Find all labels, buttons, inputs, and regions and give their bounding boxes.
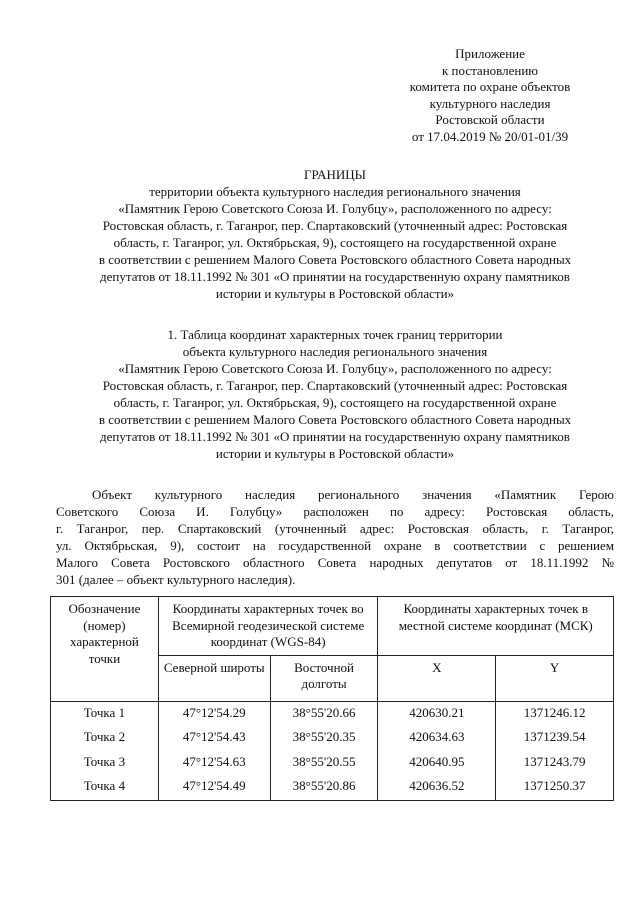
table-row bbox=[51, 726, 614, 751]
title-line: Ростовская область, г. Таганрог, пер. Спартаковский (уточненный адрес: Ростовская bbox=[102, 218, 568, 233]
document-title bbox=[56, 166, 614, 302]
appendix-line: от 17.04.2019 № 20/01-01/39 bbox=[411, 128, 569, 144]
appendix-line: Ростовской области bbox=[435, 112, 545, 127]
table-caption-line: Ростовская область, г. Таганрог, пер. Спартаковский (уточненный адрес: Ростовская bbox=[102, 378, 568, 393]
table-caption-line: 1. Таблица координат характерных точек границ территории bbox=[167, 327, 503, 342]
paragraph-line: ул. Октябрьская, 9), состоит на государственной охране в соответствии с решением bbox=[56, 538, 614, 553]
cell-y: 1371243.79 bbox=[496, 751, 614, 776]
paragraph-line: Малого Совета Ростовского областного Совета народных депутатов от 18.11.1992 № bbox=[56, 555, 614, 570]
cell-lat: 47°12'54.43 bbox=[158, 726, 270, 751]
title-line: истории и культуры в Ростовской области» bbox=[215, 286, 455, 301]
cell-y: 1371239.54 bbox=[496, 726, 614, 751]
cell-point: Точка 1 bbox=[51, 701, 159, 726]
appendix-line: комитета по охране объектов bbox=[409, 79, 571, 94]
cell-lat: 47°12'54.29 bbox=[158, 701, 270, 726]
body-paragraph bbox=[56, 486, 614, 588]
header-wgs: Координаты характерных точек во Всемирной геодезической системе координат (WGS-84) bbox=[158, 597, 378, 656]
coordinates-table bbox=[50, 596, 614, 801]
cell-lon: 38°55'20.86 bbox=[270, 775, 378, 800]
cell-lat: 47°12'54.49 bbox=[158, 775, 270, 800]
table-caption bbox=[56, 326, 614, 462]
table-caption-line: «Памятник Герою Советского Союза И. Голубцу», расположенного по адресу: bbox=[118, 361, 552, 376]
appendix-header bbox=[370, 46, 610, 145]
title-line: в соответствии с решением Малого Совета Ростовского областного Совета народных bbox=[98, 252, 572, 267]
appendix-line: культурного наследия bbox=[429, 95, 551, 111]
table-row bbox=[51, 751, 614, 776]
table-caption-line: область, г. Таганрог, ул. Октябрьская, 9), состоящего на государственной охране bbox=[113, 395, 557, 410]
table-caption-line: объекта культурного наследия регионального значения bbox=[182, 344, 488, 359]
cell-x: 420636.52 bbox=[378, 775, 496, 800]
cell-point: Точка 3 bbox=[51, 751, 159, 776]
cell-y: 1371246.12 bbox=[496, 701, 614, 726]
title-line: «Памятник Герою Советского Союза И. Голубцу», расположенного по адресу: bbox=[118, 201, 552, 216]
table-caption-line: в соответствии с решением Малого Совета Ростовского областного Совета народных bbox=[98, 412, 572, 427]
subheader-lat: Северной широты bbox=[158, 655, 270, 701]
appendix-line: к постановлению bbox=[441, 62, 539, 78]
header-msk: Координаты характерных точек в местной системе координат (МСК) bbox=[378, 597, 614, 656]
cell-x: 420630.21 bbox=[378, 701, 496, 726]
header-designation: Обозначение (номер) характерной точки bbox=[51, 597, 159, 702]
table-row bbox=[51, 701, 614, 726]
cell-x: 420640.95 bbox=[378, 751, 496, 776]
subheader-y: Y bbox=[496, 655, 614, 701]
title-line: область, г. Таганрог, ул. Октябрьская, 9), состоящего на государственной охране bbox=[113, 235, 557, 250]
table-caption-line: депутатов от 18.11.1992 № 301 «О принятии на государственную охрану памятников bbox=[100, 429, 570, 444]
title-heading: ГРАНИЦЫ bbox=[304, 167, 366, 182]
table-caption-line: истории и культуры в Ростовской области» bbox=[215, 446, 455, 461]
table-row bbox=[51, 775, 614, 800]
cell-point: Точка 2 bbox=[51, 726, 159, 751]
cell-lon: 38°55'20.55 bbox=[270, 751, 378, 776]
paragraph-line: 301 (далее – объект культурного наследия). bbox=[56, 572, 296, 587]
title-line: депутатов от 18.11.1992 № 301 «О принятии на государственную охрану памятников bbox=[100, 269, 570, 284]
cell-y: 1371250.37 bbox=[496, 775, 614, 800]
cell-point: Точка 4 bbox=[51, 775, 159, 800]
paragraph-line: Советского Союза И. Голубцу» расположен по адресу: Ростовская область, bbox=[56, 504, 614, 519]
cell-lat: 47°12'54.63 bbox=[158, 751, 270, 776]
title-line: территории объекта культурного наследия регионального значения bbox=[149, 184, 521, 199]
subheader-lon: Восточной долготы bbox=[270, 655, 378, 701]
appendix-line: Приложение bbox=[455, 46, 525, 61]
cell-x: 420634.63 bbox=[378, 726, 496, 751]
paragraph-line: г. Таганрог, пер. Спартаковский (уточненный адрес: Ростовская область, г. Таганрог, bbox=[56, 521, 614, 536]
cell-lon: 38°55'20.66 bbox=[270, 701, 378, 726]
subheader-x: X bbox=[378, 655, 496, 701]
cell-lon: 38°55'20.35 bbox=[270, 726, 378, 751]
table-header-row bbox=[51, 597, 614, 656]
paragraph-line: Объект культурного наследия регионального значения «Памятник Герою bbox=[92, 487, 614, 502]
